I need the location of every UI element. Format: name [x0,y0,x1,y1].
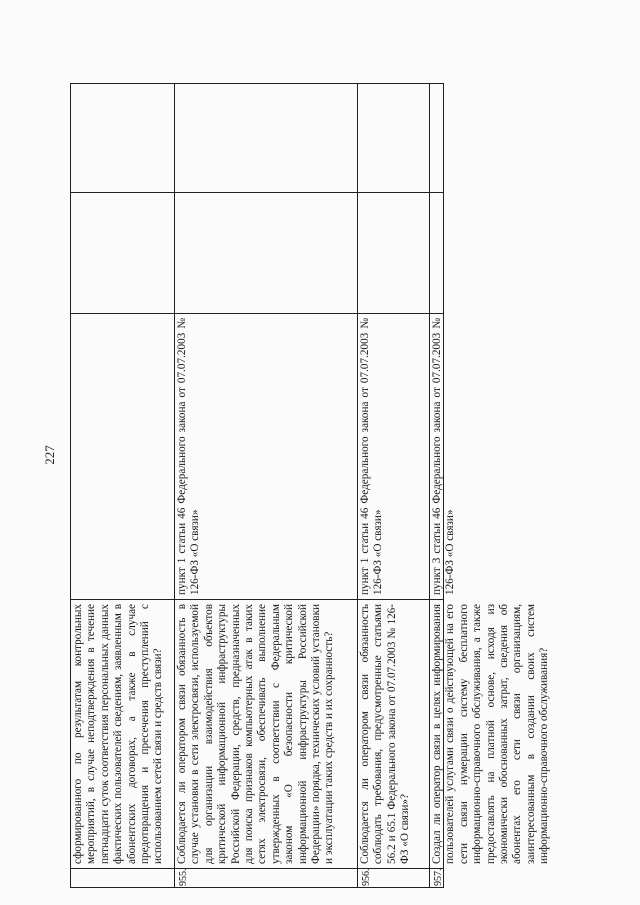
legal-basis: пункт 3 статьи 46 Федерального закона от 07.07.2003 № 126-ФЗ «О связи» [431,318,457,595]
question-text: сформированного по результатам контрольных мероприятий, в случае неподтверждения в течение пятнадцати суток соответствия персональных данных фактических пользователей сведениям, заявленным в абонентских договорах, а также в случае предотвращения и пресечения преступлений с использованием сетей связи и средств связи? [72,604,165,864]
question-text: Соблюдается ли оператором связи обязанность соблюдать требования, предусмотренные статьями 56.2 и 65.1 Федерального закона от 07.07.2003 № 126-ФЗ «О связи»? [359,604,412,864]
row-number: 957. [433,868,444,886]
row-number: 956. [361,869,372,886]
checklist-table [70,83,551,888]
row-number [71,869,174,888]
page-number: 227 [42,445,57,465]
legal-basis: пункт 1 статьи 46 Федерального закона от 07.07.2003 № 126-ФЗ «О связи» [359,318,385,595]
legal-basis: пункт 1 статьи 46 Федерального закона от 07.07.2003 № 126-ФЗ «О связи» [176,318,202,595]
col-border [70,192,444,193]
question-text: Создал ли оператор связи в целях информирования пользователей услугами связи о действующей на его сети связи нумерации систему бесплатного информационно-справочного обслуживания, а также предоставлять на платной основе, исходя из экономически обоснованных затрат, сведения об абонентах его сети связи организациям, заинтересованным в создании своих систем информационно-справочного обслуживания? [431,604,551,864]
rotated-table-area [70,83,551,888]
col-border [70,83,444,84]
row-number: 955. [178,869,189,886]
question-text: Соблюдается ли оператором связи обязанность в случае установки в сети электросвязи, используемой для организации взаимодействия объектов критической информационной инфраструктуры Российской Федерации, средств, предназначенных для поиска признаков компьютерных атак в таких сетях электросвязи, обеспечивать выполнение утвержденных в соответствии с Федеральным законом «О безопасности критической информационной инфраструктуры Российской Федерации» порядка, технических условий установки и эксплуатации таких средств и их сохранность? [176,604,336,864]
legal-basis [71,314,174,599]
